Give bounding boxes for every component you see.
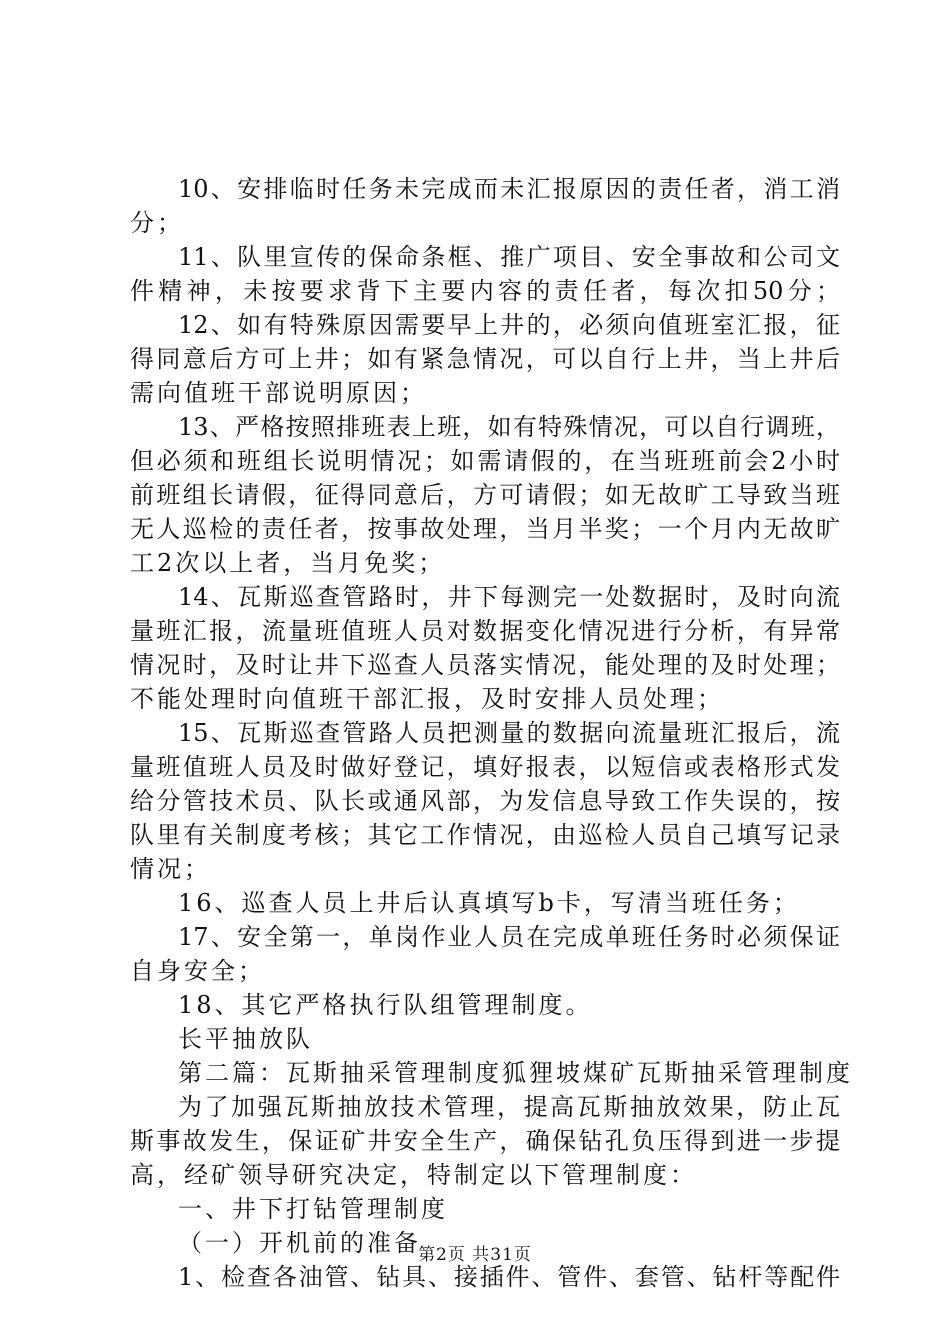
text-line: 不能处理时向值班干部汇报，及时安排人员处理； [130, 685, 724, 713]
text-line: 但必须和班组长说明情况；如需请假的，在当班班前会2小时 [130, 447, 840, 475]
text-line: 10、安排临时任务未完成而未汇报原因的责任者，消工消 [178, 175, 840, 203]
text-line: 16、巡查人员上井后认真填写b卡，写清当班任务； [178, 889, 800, 917]
text-line: 13、严格按照排班表上班，如有特殊情况，可以自行调班， [178, 413, 840, 441]
text-line: 前班组长请假，征得同意后，方可请假；如无故旷工导致当班 [130, 481, 840, 509]
text-line: 量班值班人员及时做好登记，填好报表，以短信或表格形式发 [130, 753, 840, 781]
text-line: 高，经矿领导研究决定，特制定以下管理制度： [130, 1161, 697, 1189]
text-line: 为了加强瓦斯抽放技术管理，提高瓦斯抽放效果，防止瓦 [178, 1093, 840, 1121]
text-line: 11、队里宣传的保命条框、推广项目、安全事故和公司文 [178, 243, 840, 271]
text-line: 一、井下打钻管理制度 [178, 1195, 448, 1223]
text-line: 件精神，未按要求背下主要内容的责任者，每次扣50分； [130, 277, 840, 305]
text-line: 17、安全第一，单岗作业人员在完成单班任务时必须保证 [178, 923, 840, 951]
text-line: 15、瓦斯巡查管路人员把测量的数据向流量班汇报后，流 [178, 719, 840, 747]
text-line: 斯事故发生，保证矿井安全生产，确保钻孔负压得到进一步提 [130, 1127, 840, 1155]
page-footer: 第2页 共31页 [418, 1245, 532, 1265]
text-line: （一）开机前的准备 [178, 1229, 421, 1257]
text-line: 量班汇报，流量班值班人员对数据变化情况进行分析，有异常 [130, 617, 840, 645]
document-body [130, 172, 853, 1294]
text-line: 队里有关制度考核；其它工作情况，由巡检人员自己填写记录 [130, 821, 840, 849]
text-line: 18、其它严格执行队组管理制度。 [178, 991, 593, 1019]
text-line: 给分管技术员、队长或通风部，为发信息导致工作失误的，按 [130, 787, 840, 815]
text-line: 情况； [130, 855, 211, 883]
text-line: 自身安全； [130, 957, 265, 985]
text-line: 情况时，及时让井下巡查人员落实情况，能处理的及时处理； [130, 651, 840, 679]
text-line: 工2次以上者，当月免奖； [130, 549, 446, 577]
text-line: 得同意后方可上井；如有紧急情况，可以自行上井，当上井后 [130, 345, 840, 373]
text-line: 长平抽放队 [178, 1025, 313, 1053]
text-line: 1、检查各油管、钻具、接插件、管件、套管、钻杆等配件 [178, 1263, 840, 1291]
text-line: 分； [130, 209, 184, 237]
text-line: 需向值班干部说明原因； [130, 379, 427, 407]
text-line: 14、瓦斯巡查管路时，井下每测完一处数据时，及时向流 [178, 583, 840, 611]
text-line: 第二篇：瓦斯抽采管理制度狐狸坡煤矿瓦斯抽采管理制度 [178, 1059, 853, 1087]
text-line: 12、如有特殊原因需要早上井的，必须向值班室汇报，征 [178, 311, 840, 339]
text-line: 无人巡检的责任者，按事故处理，当月半奖；一个月内无故旷 [130, 515, 840, 543]
